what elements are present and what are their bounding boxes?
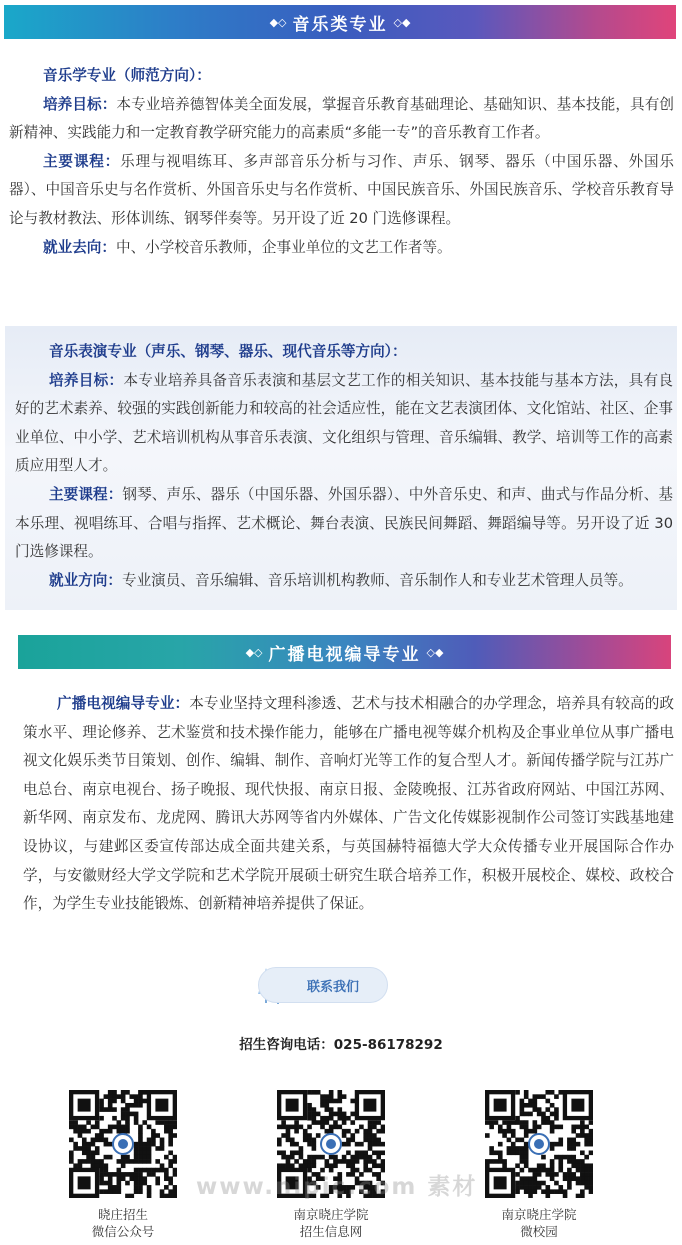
music-education-courses [9, 148, 674, 234]
admissions-phone: 招生咨询电话：025-86178292 [239, 1037, 443, 1053]
broadcast-banner [18, 635, 671, 669]
qr-code-icon [69, 1090, 177, 1198]
goal-text: 本专业培养具备音乐表演和基层文艺工作的相关知识、基本技能与基本方法，具有良好的艺术素养、较强的实践创新能力和较高的社会适应性，能在文艺表演团体、文化馆站、社区、企事业单位、中小学、艺术培训机构从事音乐表演、文化组织与管理、音乐编辑、教学、培训等工作的高素质应用型人才。 [15, 371, 673, 475]
qr-code-icon [485, 1090, 593, 1198]
music-education-heading: 音乐学专业（师范方向）： [43, 67, 211, 84]
qr-micro-campus [464, 1090, 614, 1240]
course-text: 乐理与视唱练耳、多声部音乐分析与习作、声乐、钢琴、器乐（中国乐器、外国乐器）、中国音乐史与名作赏析、外国音乐史与名作赏析、中国民族音乐、外国民族音乐、学校音乐教育导论与教材教法、形体训练、钢琴伴奏等。另开设了近 20 门选修课程。 [9, 152, 674, 227]
qr-caption [256, 1206, 406, 1240]
qr-caption-line1: 南京晓庄学院 [501, 1207, 577, 1222]
music-performance-goal [15, 367, 673, 481]
qr-admissions-site [256, 1090, 406, 1240]
diamond-ornament-icon: ◇◆ [393, 15, 411, 29]
broadcast-banner-title: 广播电视编导专业 [268, 644, 421, 665]
career-text: 中、小学校音乐教师，企事业单位的文艺工作者等。 [115, 238, 452, 256]
qr-caption-line2: 微信公众号 [91, 1224, 155, 1239]
contact-us-badge: 联系我们 [258, 967, 388, 1003]
goal-text: 本专业培养德智体美全面发展，掌握音乐教育基础理论、基础知识、基本技能，具有创新精神、实践能力和一定教育教学研究能力的高素质“多能一专”的音乐教育工作者。 [9, 95, 674, 142]
broadcast-description [23, 690, 674, 919]
broadcast-text: 本专业坚持文理科渗透、艺术与技术相融合的办学理念，培养具有较高的政策水平、理论修养、艺术鉴赏和技术操作能力，能够在广播电视等媒介机构及企事业单位从事广播电视文化娱乐类节目策划、创作、编辑、制作、音响灯光等工作的复合型人才。新闻传播学院与江苏广电总台、南京电视台、扬子晚报、现代快报、南京日报、金陵晚报、江苏省政府网站、中国江苏网、新华网、南京发布、龙虎网、腾讯大苏网等省内外媒体、广告文化传媒影视制作公司签订实践基地建设协议，与建邺区委宣传部达成全面共建关系，与英国赫特福德大学大众传播专业开展国际合作办学，与安徽财经大学文学院和艺术学院开展硕士研究生联合培养工作，积极开展校企、媒校、政校合作，为学生专业技能锻炼、创新精神培养提供了保证。 [23, 695, 674, 913]
goal-label: 培养目标： [43, 95, 117, 113]
qr-caption [464, 1206, 614, 1240]
music-education-career [9, 234, 674, 263]
music-performance-section [5, 326, 677, 610]
qr-caption-line1: 晓庄招生 [97, 1207, 148, 1222]
qr-wechat-account [48, 1090, 198, 1240]
broadcast-label: 广播电视编导专业： [57, 695, 190, 712]
career-label: 就业去向： [43, 238, 116, 256]
qr-caption-line2: 微校园 [520, 1224, 558, 1239]
music-education-section [5, 62, 677, 262]
qr-caption [48, 1206, 198, 1240]
qr-caption-line1: 南京晓庄学院 [293, 1207, 369, 1222]
qr-caption-line2: 招生信息网 [299, 1224, 363, 1239]
diamond-ornament-icon: ◆◇ [245, 645, 263, 659]
career-text: 专业演员、音乐编辑、音乐培训机构教师、音乐制作人和专业艺术管理人员等。 [121, 571, 633, 589]
music-majors-banner [4, 5, 676, 39]
course-label: 主要课程： [49, 485, 123, 503]
music-education-goal [9, 91, 674, 148]
diamond-ornament-icon: ◆◇ [269, 15, 287, 29]
music-performance-courses [15, 481, 673, 567]
music-performance-heading: 音乐表演专业（声乐、钢琴、器乐、现代音乐等方向）： [49, 343, 407, 360]
broadcast-section [5, 690, 677, 919]
watermark: www.nipic.com 素材 [196, 1174, 478, 1200]
career-label: 就业方向： [49, 571, 122, 589]
music-performance-career [15, 567, 673, 596]
course-text: 钢琴、声乐、器乐（中国乐器、外国乐器）、中外音乐史、和声、曲式与作品分析、基本乐理、视唱练耳、合唱与指挥、艺术概论、舞台表演、民族民间舞蹈、舞蹈编导等。另开设了近 30 门选修课程。 [15, 485, 673, 561]
goal-label: 培养目标： [49, 371, 124, 389]
diamond-ornament-icon: ◇◆ [426, 645, 444, 659]
music-banner-title: 音乐类专业 [292, 14, 388, 35]
course-label: 主要课程： [43, 152, 121, 170]
